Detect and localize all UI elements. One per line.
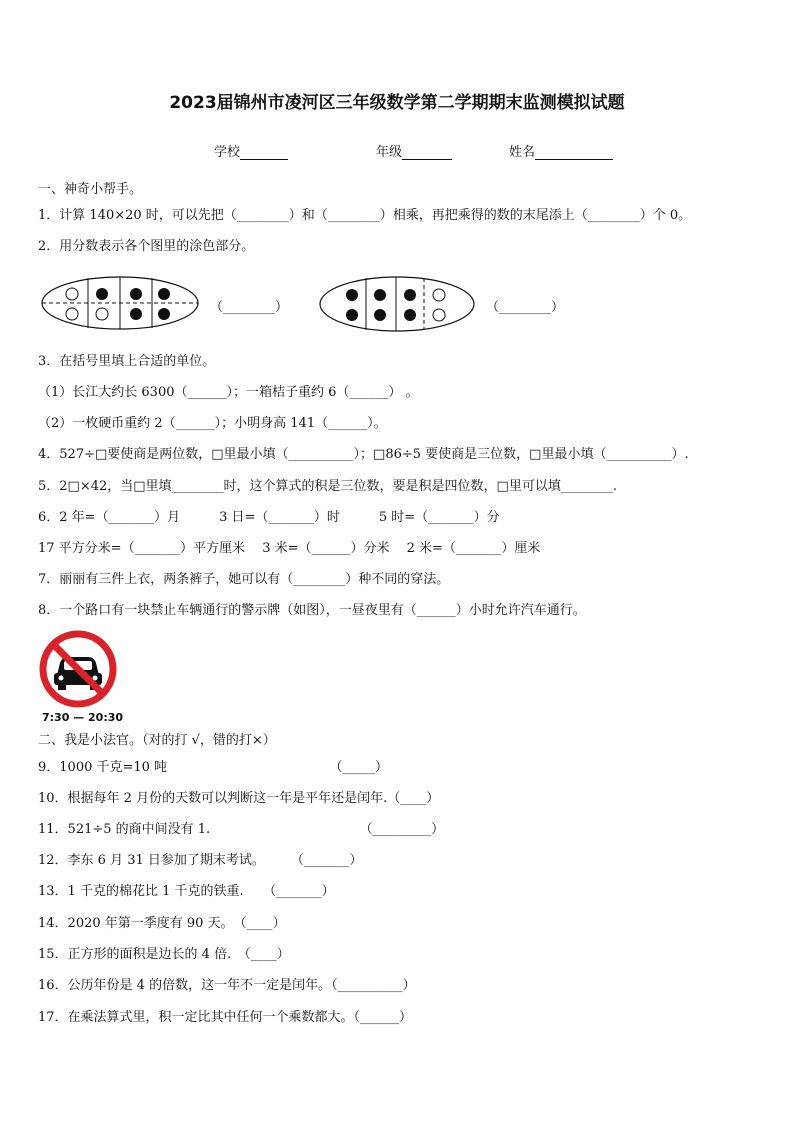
question-3: 3．在括号里填上合适的单位。 <box>38 354 216 369</box>
question-12: 12．李东 6 月 31 日参加了期末考试。 （_______） <box>38 853 363 868</box>
section-2-heading: 二、我是小法官。（对的打 √，错的打×） <box>38 733 276 748</box>
question-15: 15．正方形的面积是边长的 4 倍. （____） <box>38 947 290 962</box>
school-label: 学校 <box>214 145 241 160</box>
question-3-1: （1）长江大约长 6300（______）；一箱桔子重约 6（______） 。 <box>38 385 419 400</box>
question-16: 16．公历年份是 4 的倍数，这一年不一定是闰年。（__________） <box>38 978 416 993</box>
question-14: 14．2020 年第一季度有 90 天。 （____） <box>38 916 286 931</box>
question-4: 4．527÷□要使商是两位数，□里最小填（__________）；□86÷5 要使商是三位数，□里最小填（__________）. <box>38 447 689 462</box>
figure-2-answer[interactable]: （________） <box>486 300 565 315</box>
question-5: 5．2□×42，当□里填________时，这个算式的积是三位数，要是积是四位数，□里可以填________. <box>38 479 617 494</box>
question-17: 17．在乘法算式里，积一定比其中任何一个乘数都大。（______） <box>38 1010 413 1025</box>
sign-time-caption: 7:30 — 20:30 <box>42 711 124 724</box>
question-1: 1．计算 140×20 时，可以先把（________）和（________）相乘，再把乘得的数的末尾添上（________）个 0。 <box>38 208 692 223</box>
figure-1-answer[interactable]: （________） <box>210 300 289 315</box>
school-field[interactable] <box>214 141 288 160</box>
page-title: 2023届锦州市凌河区三年级数学第二学期期末监测模拟试题 <box>169 93 625 113</box>
question-9: 9．1000 千克=10 吨 （_____） <box>38 760 389 775</box>
grade-blank[interactable] <box>402 145 452 160</box>
name-field[interactable] <box>509 141 613 160</box>
name-label: 姓名 <box>509 145 536 160</box>
question-11: 11．521÷5 的商中间没有 1. （_________） <box>38 822 445 837</box>
grade-label: 年级 <box>376 145 403 160</box>
question-10: 10．根据每年 2 月份的天数可以判断这一年是平年还是闰年.（____） <box>38 791 440 806</box>
fraction-figure-2 <box>318 275 476 333</box>
name-blank[interactable] <box>535 145 613 160</box>
question-8: 8．一个路口有一块禁止车辆通行的警示牌（如图），一昼夜里有（______）小时允许汽车通行。 <box>38 603 586 618</box>
grade-field[interactable] <box>376 141 452 160</box>
school-blank[interactable] <box>240 145 288 160</box>
question-3-2: （2）一枚硬币重约 2（______）；小明身高 141（______）。 <box>38 416 387 431</box>
question-7: 7．丽丽有三件上衣，两条裤子，她可以有（________）种不同的穿法。 <box>38 572 450 587</box>
no-vehicles-sign-icon <box>38 629 118 709</box>
section-1-heading: 一、神奇小帮手。 <box>38 182 143 197</box>
question-6-cont: 17 平方分米=（_______）平方厘米 3 米=（______）分米 2 米=（_______）厘米 <box>38 541 541 556</box>
question-13: 13．1 千克的棉花比 1 千克的铁重. （_______） <box>38 884 335 899</box>
fraction-figure-1 <box>40 275 200 331</box>
question-2: 2．用分数表示各个图里的涂色部分。 <box>38 239 255 254</box>
question-6: 6．2 年=（_______）月 3 日=（_______）时 5 时=（_______）分 <box>38 510 500 525</box>
